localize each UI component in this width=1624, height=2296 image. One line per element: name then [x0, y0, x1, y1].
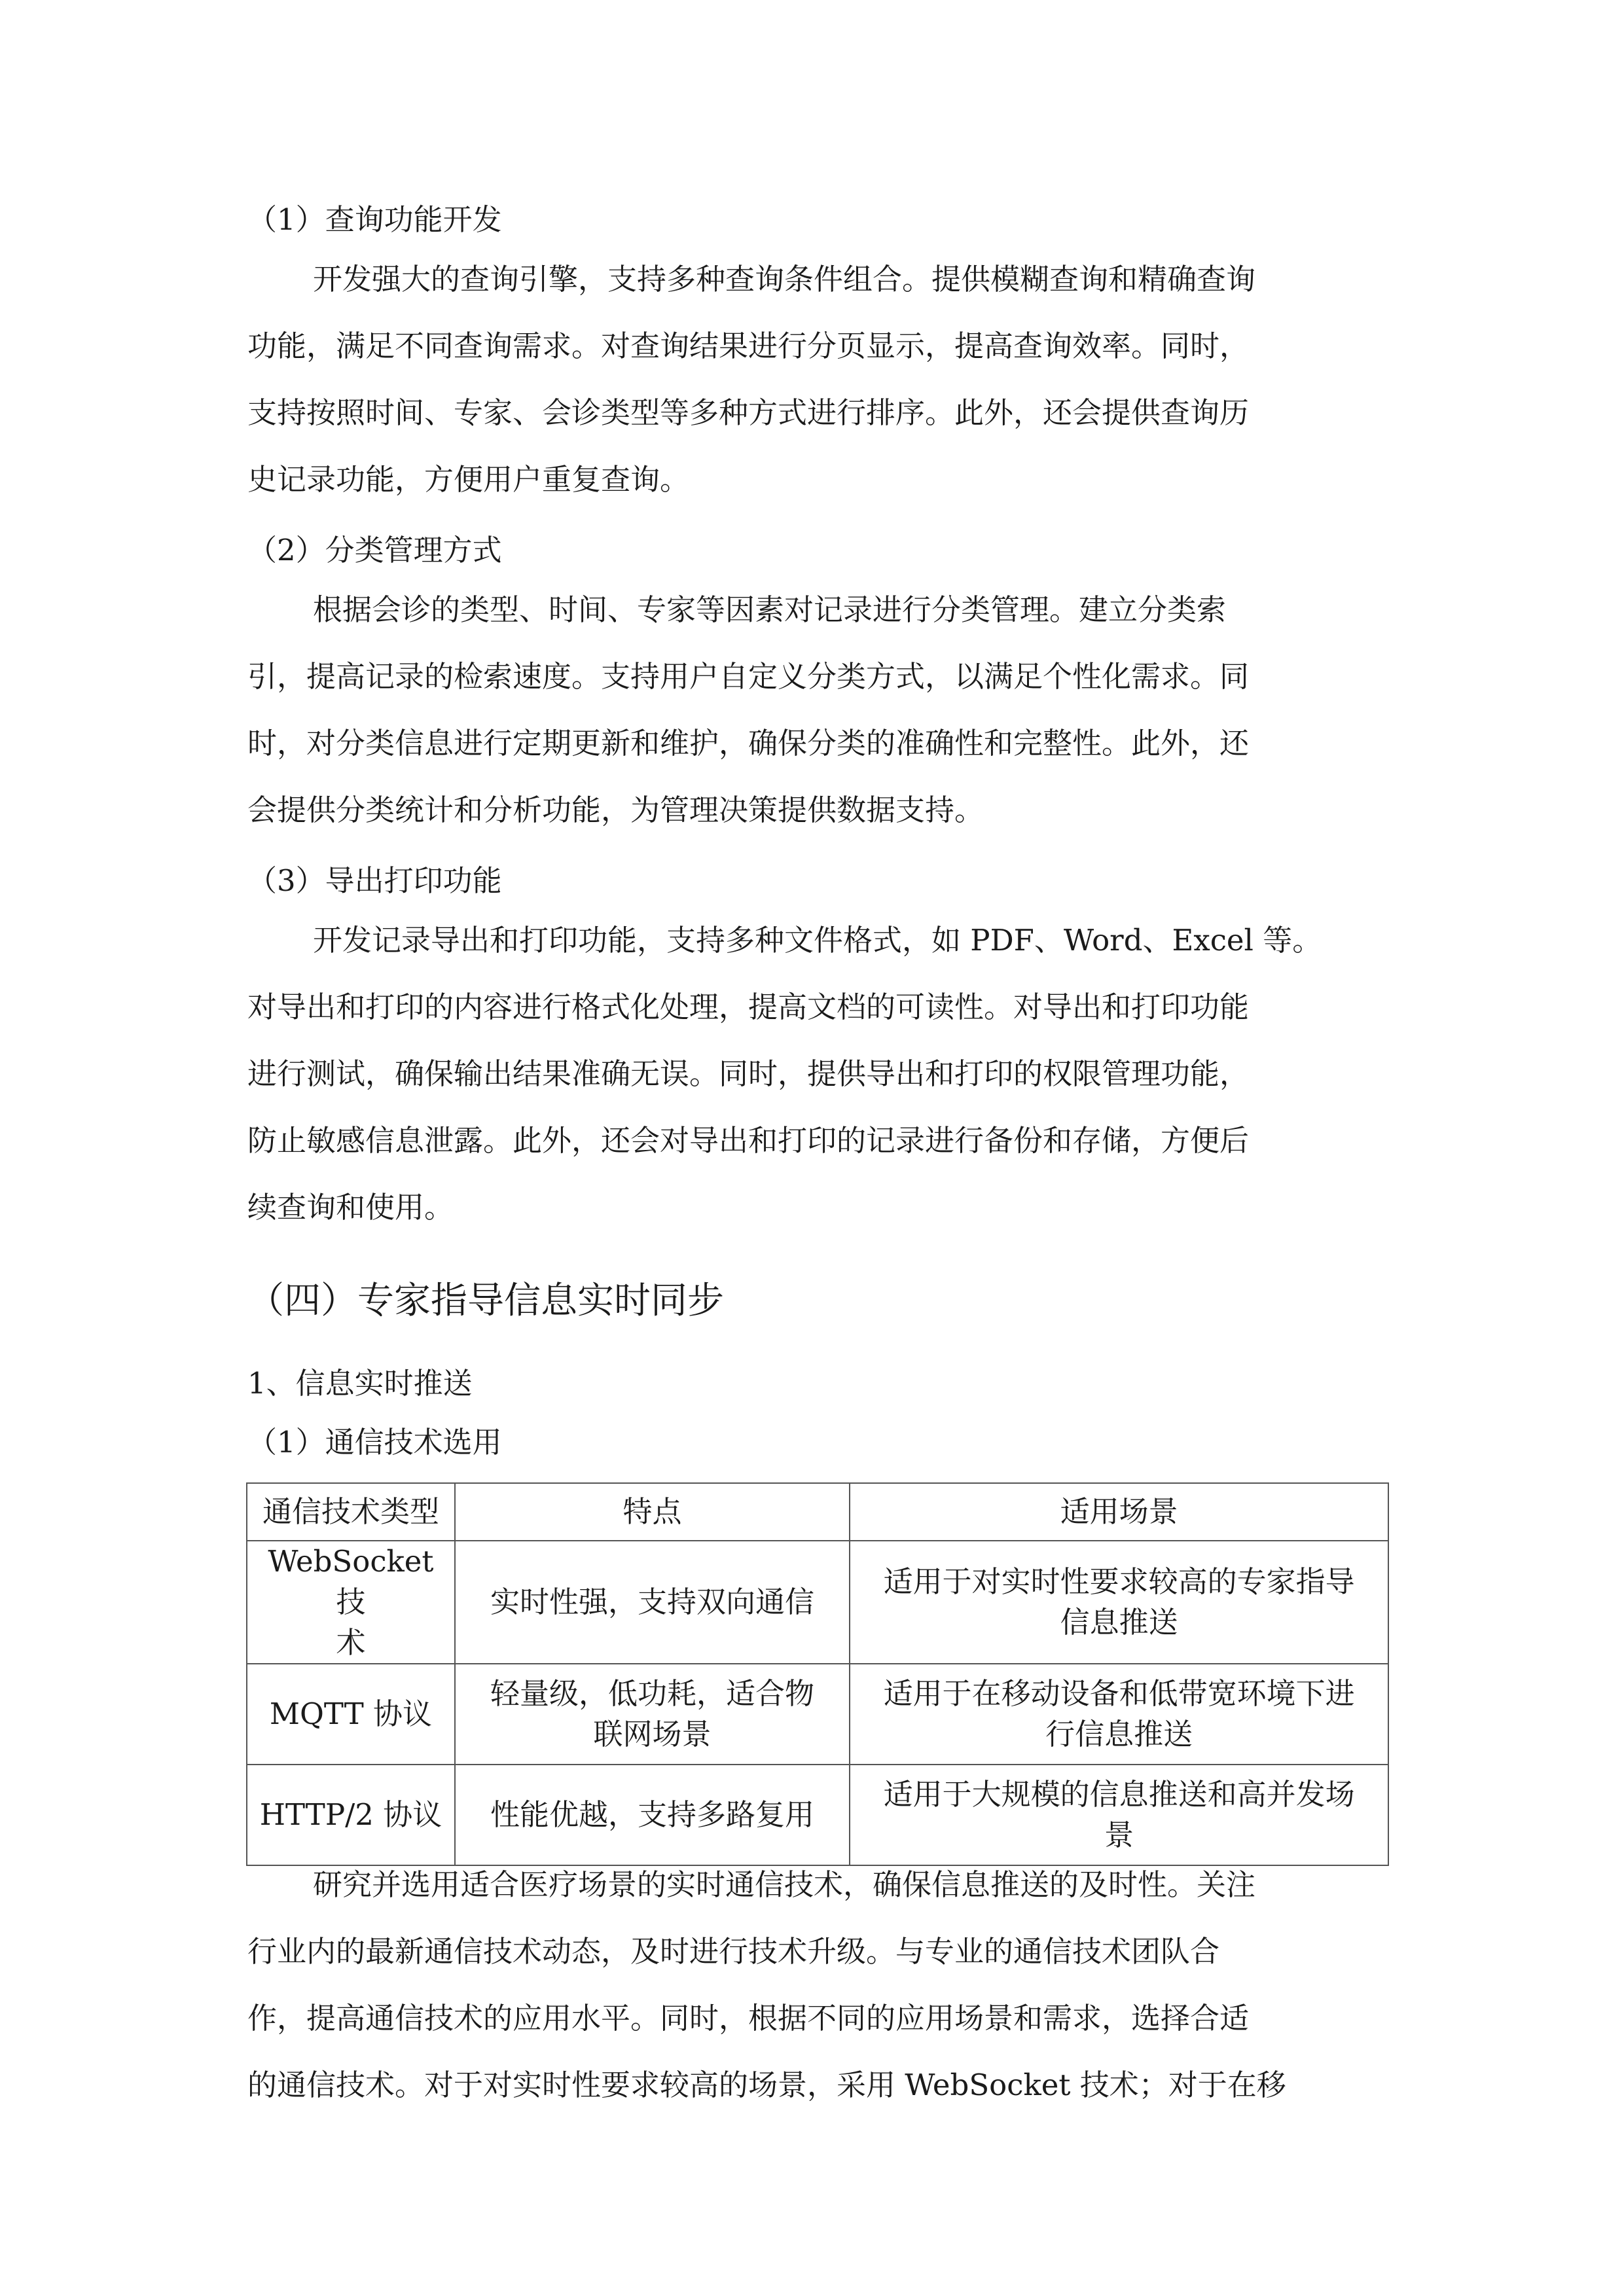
cell-line: 性能优越，支持多路复用 — [490, 1797, 815, 1832]
cell-line: 术 — [336, 1625, 366, 1660]
table-cell — [247, 1541, 455, 1664]
header-cell: 特点 — [455, 1483, 850, 1541]
text-line: 开发强大的查询引擎，支持多种查询条件组合。提供模糊查询和精确查询 — [313, 262, 1256, 296]
table-cell — [850, 1765, 1388, 1865]
text-line: 史记录功能，方便用户重复查询。 — [247, 462, 690, 497]
text-line: 根据会诊的类型、时间、专家等因素对记录进行分类管理。建立分类索 — [313, 592, 1227, 627]
header-cell: 通信技术类型 — [247, 1483, 455, 1541]
text-line: 续查询和使用。 — [247, 1190, 454, 1225]
section-heading-query: （1）查询功能开发 — [247, 202, 502, 237]
table-cell — [850, 1664, 1388, 1765]
table-cell — [247, 1664, 455, 1765]
table-cell — [455, 1541, 850, 1664]
cell-line: MQTT 协议 — [269, 1696, 433, 1731]
cell-line: 信息推送 — [1060, 1605, 1178, 1640]
table-row — [247, 1765, 1388, 1865]
text-line: 进行测试，确保输出结果准确无误。同时，提供导出和打印的权限管理功能， — [247, 1056, 1250, 1091]
cell-line: 实时性强，支持双向通信 — [490, 1585, 815, 1619]
text-line: 研究并选用适合医疗场景的实时通信技术，确保信息推送的及时性。关注 — [313, 1867, 1256, 1902]
text-line: 时，对分类信息进行定期更新和维护，确保分类的准确性和完整性。此外，还 — [247, 726, 1250, 761]
subheading-tech-selection: （1）通信技术选用 — [247, 1425, 502, 1460]
chapter-heading: （四）专家指导信息实时同步 — [247, 1280, 724, 1322]
cell-line: 轻量级，低功耗，适合物 — [490, 1676, 815, 1711]
text-line: 的通信技术。对于对实时性要求较高的场景，采用 WebSocket 技术；对于在移 — [247, 2068, 1286, 2102]
cell-line: 适用于在移动设备和低带宽环境下进 — [883, 1676, 1355, 1711]
text-line: 引，提高记录的检索速度。支持用户自定义分类方式，以满足个性化需求。同 — [247, 659, 1250, 694]
section-heading-export: （3）导出打印功能 — [247, 863, 502, 898]
table-row — [247, 1541, 1388, 1664]
text-line: 防止敏感信息泄露。此外，还会对导出和打印的记录进行备份和存储，方便后 — [247, 1123, 1250, 1158]
table-cell — [850, 1541, 1388, 1664]
table-header-row — [247, 1483, 1388, 1541]
cell-line: 行信息推送 — [1045, 1717, 1193, 1751]
cell-line: 联网场景 — [593, 1717, 712, 1751]
text-line: 行业内的最新通信技术动态，及时进行技术升级。与专业的通信技术团队合 — [247, 1934, 1220, 1969]
text-line: 会提供分类统计和分析功能，为管理决策提供数据支持。 — [247, 793, 984, 827]
subheading-push: 1、信息实时推送 — [247, 1366, 473, 1401]
table-cell — [247, 1765, 455, 1865]
text-line: 功能，满足不同查询需求。对查询结果进行分页显示，提高查询效率。同时， — [247, 329, 1250, 363]
text-line: 对导出和打印的内容进行格式化处理，提高文档的可读性。对导出和打印功能 — [247, 990, 1250, 1024]
text-line: 作，提高通信技术的应用水平。同时，根据不同的应用场景和需求，选择合适 — [247, 2001, 1250, 2036]
cell-line: 景 — [1104, 1818, 1134, 1852]
cell-line: WebSocket 技 — [268, 1544, 434, 1619]
section-heading-classification: （2）分类管理方式 — [247, 533, 502, 567]
cell-line: 适用于大规模的信息推送和高并发场 — [883, 1777, 1355, 1812]
table-row — [247, 1664, 1388, 1765]
table-cell — [455, 1664, 850, 1765]
table-cell — [455, 1765, 850, 1865]
header-cell: 适用场景 — [850, 1483, 1388, 1541]
cell-line: HTTP/2 协议 — [259, 1797, 442, 1832]
text-line: 支持按照时间、专家、会诊类型等多种方式进行排序。此外，还会提供查询历 — [247, 395, 1250, 430]
text-line: 开发记录导出和打印功能，支持多种文件格式，如 PDF、Word、Excel 等。 — [313, 923, 1322, 958]
tech-comparison-table — [246, 1482, 1389, 1866]
cell-line: 适用于对实时性要求较高的专家指导 — [883, 1564, 1355, 1599]
